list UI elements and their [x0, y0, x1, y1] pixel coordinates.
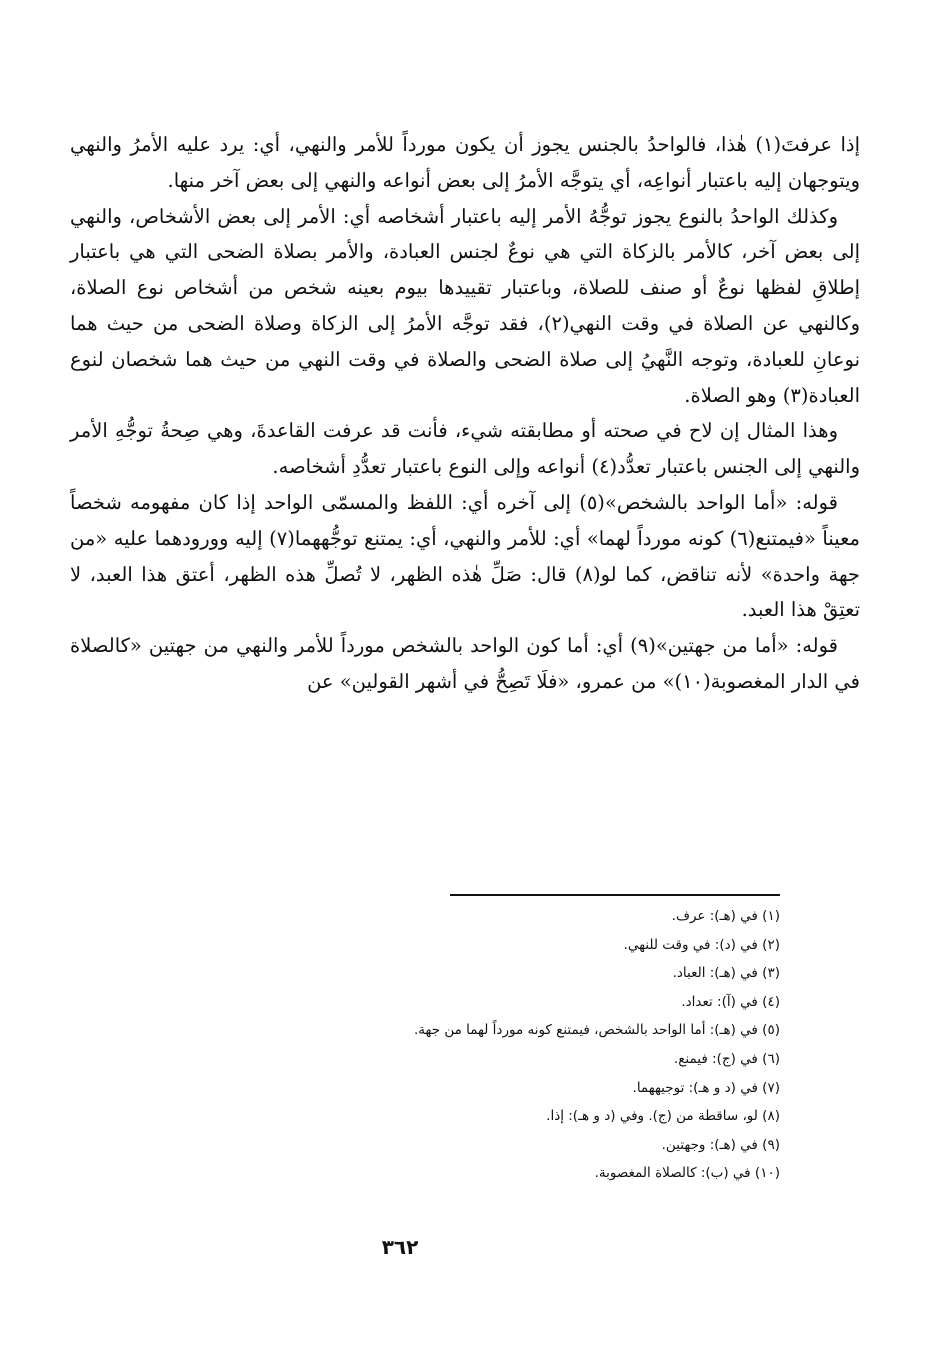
footnote-7: (٧) في (د و هـ): توجيههما. [632, 1079, 780, 1096]
footnotes [140, 902, 780, 1188]
footnote-2: (٢) في (د): في وقت للنهي. [623, 936, 780, 953]
footnote-8: (٨) لو، ساقطة من (ج). وفي (د و هـ): إذا. [546, 1108, 780, 1125]
paragraph-4: قوله: «أما الواحد بالشخص»(٥) إلى آخره أي: اللفظ والمسمّى الواحد إذا كان مفهومه شخصاً معيناً «فيمتنع(٦) كونه مورداً لهما» أي: للأمر والنهي، أي: يمتنع توجُّههما(٧) إليه وورودهما عليه «من جهة واحدة» لأنه تناقض، كما لو(٨) قال: صَلِّ هٰذه الظهر، لا تُصلِّ هذه الظهر، أعتق هذا العبد، لا تعتِقْ هذا العبد. [70, 490, 860, 622]
footnote-10: (١٠) في (ب): كالصلاة المغصوبة. [594, 1165, 780, 1182]
paragraph-5: قوله: «أما من جهتين»(٩) أي: أما كون الواحد بالشخص مورداً للأمر والنهي من جهتين «كالصلاة في الدار المغصوبة(١٠)» من عمرو، «فلَا تَصِحُّ في أشهر القولين» عن [70, 634, 860, 693]
footnote-6: (٦) في (ج): فيمنع. [673, 1050, 780, 1067]
paragraph-3: وهذا المثال إن لاح في صحته أو مطابقته شيء، فأنت قد عرفت القاعدةَ، وهي صِحةُ توجُّهِ الأمر والنهي إلى الجنس باعتبار تعدُّد(٤) أنواعه وإلى النوع باعتبار تعدُّدِ أشخاصه. [70, 419, 860, 479]
footnote-3: (٣) في (هـ): العباد. [672, 965, 780, 982]
page-number: ٣٦٢ [381, 1235, 419, 1259]
footnote-4: (٤) في (آ): تعداد. [681, 993, 780, 1010]
paragraph-2: وكذلك الواحدُ بالنوع يجوز توجُّهُ الأمر إليه باعتبار أشخاصه أي: الأمر إلى بعض الأشخاص، والنهي إلى بعض آخر، كالأمر بالزكاة التي هي نوعٌ لجنس العبادة، والأمر بصلاة الضحى التي هي باعتبار إطلاقِ لفظها نوعٌ أو صنف للصلاة، وباعتبار تقييدها بيوم بعينه شخص من أشخاص نوع الصلاة، وكالنهي عن الصلاة في وقت النهي(٢)، فقد توجَّه الأمرُ إلى الزكاة وصلاة الضحى من حيث هما نوعانِ للعبادة، وتوجه النَّهيُ إلى صلاة الضحى والصلاة في وقت النهي من حيث هما شخصان لنوع العبادة(٣) وهو الصلاة. [70, 204, 860, 407]
main-text [70, 127, 860, 700]
footnote-separator [450, 894, 780, 896]
footnote-1: (١) في (هـ): عرف. [671, 908, 780, 924]
paragraph-1: إذا عرفتَ(١) هٰذا، فالواحدُ بالجنس يجوز أن يكون مورداً للأمر والنهي، أي: يرد عليه الأمرُ والنهي ويتوجهان إليه باعتبار أنواعِه، أي يتوجَّه الأمرُ إلى بعض أنواعه والنهي إلى بعض آخر منها. [70, 133, 860, 192]
page-footer [0, 1235, 800, 1259]
footnote-5: (٥) في (هـ): أما الواحد بالشخص، فيمتنع كونه مورداً لهما من جهة. [413, 1022, 780, 1039]
footnote-9: (٩) في (هـ): وجهتين. [661, 1136, 780, 1153]
